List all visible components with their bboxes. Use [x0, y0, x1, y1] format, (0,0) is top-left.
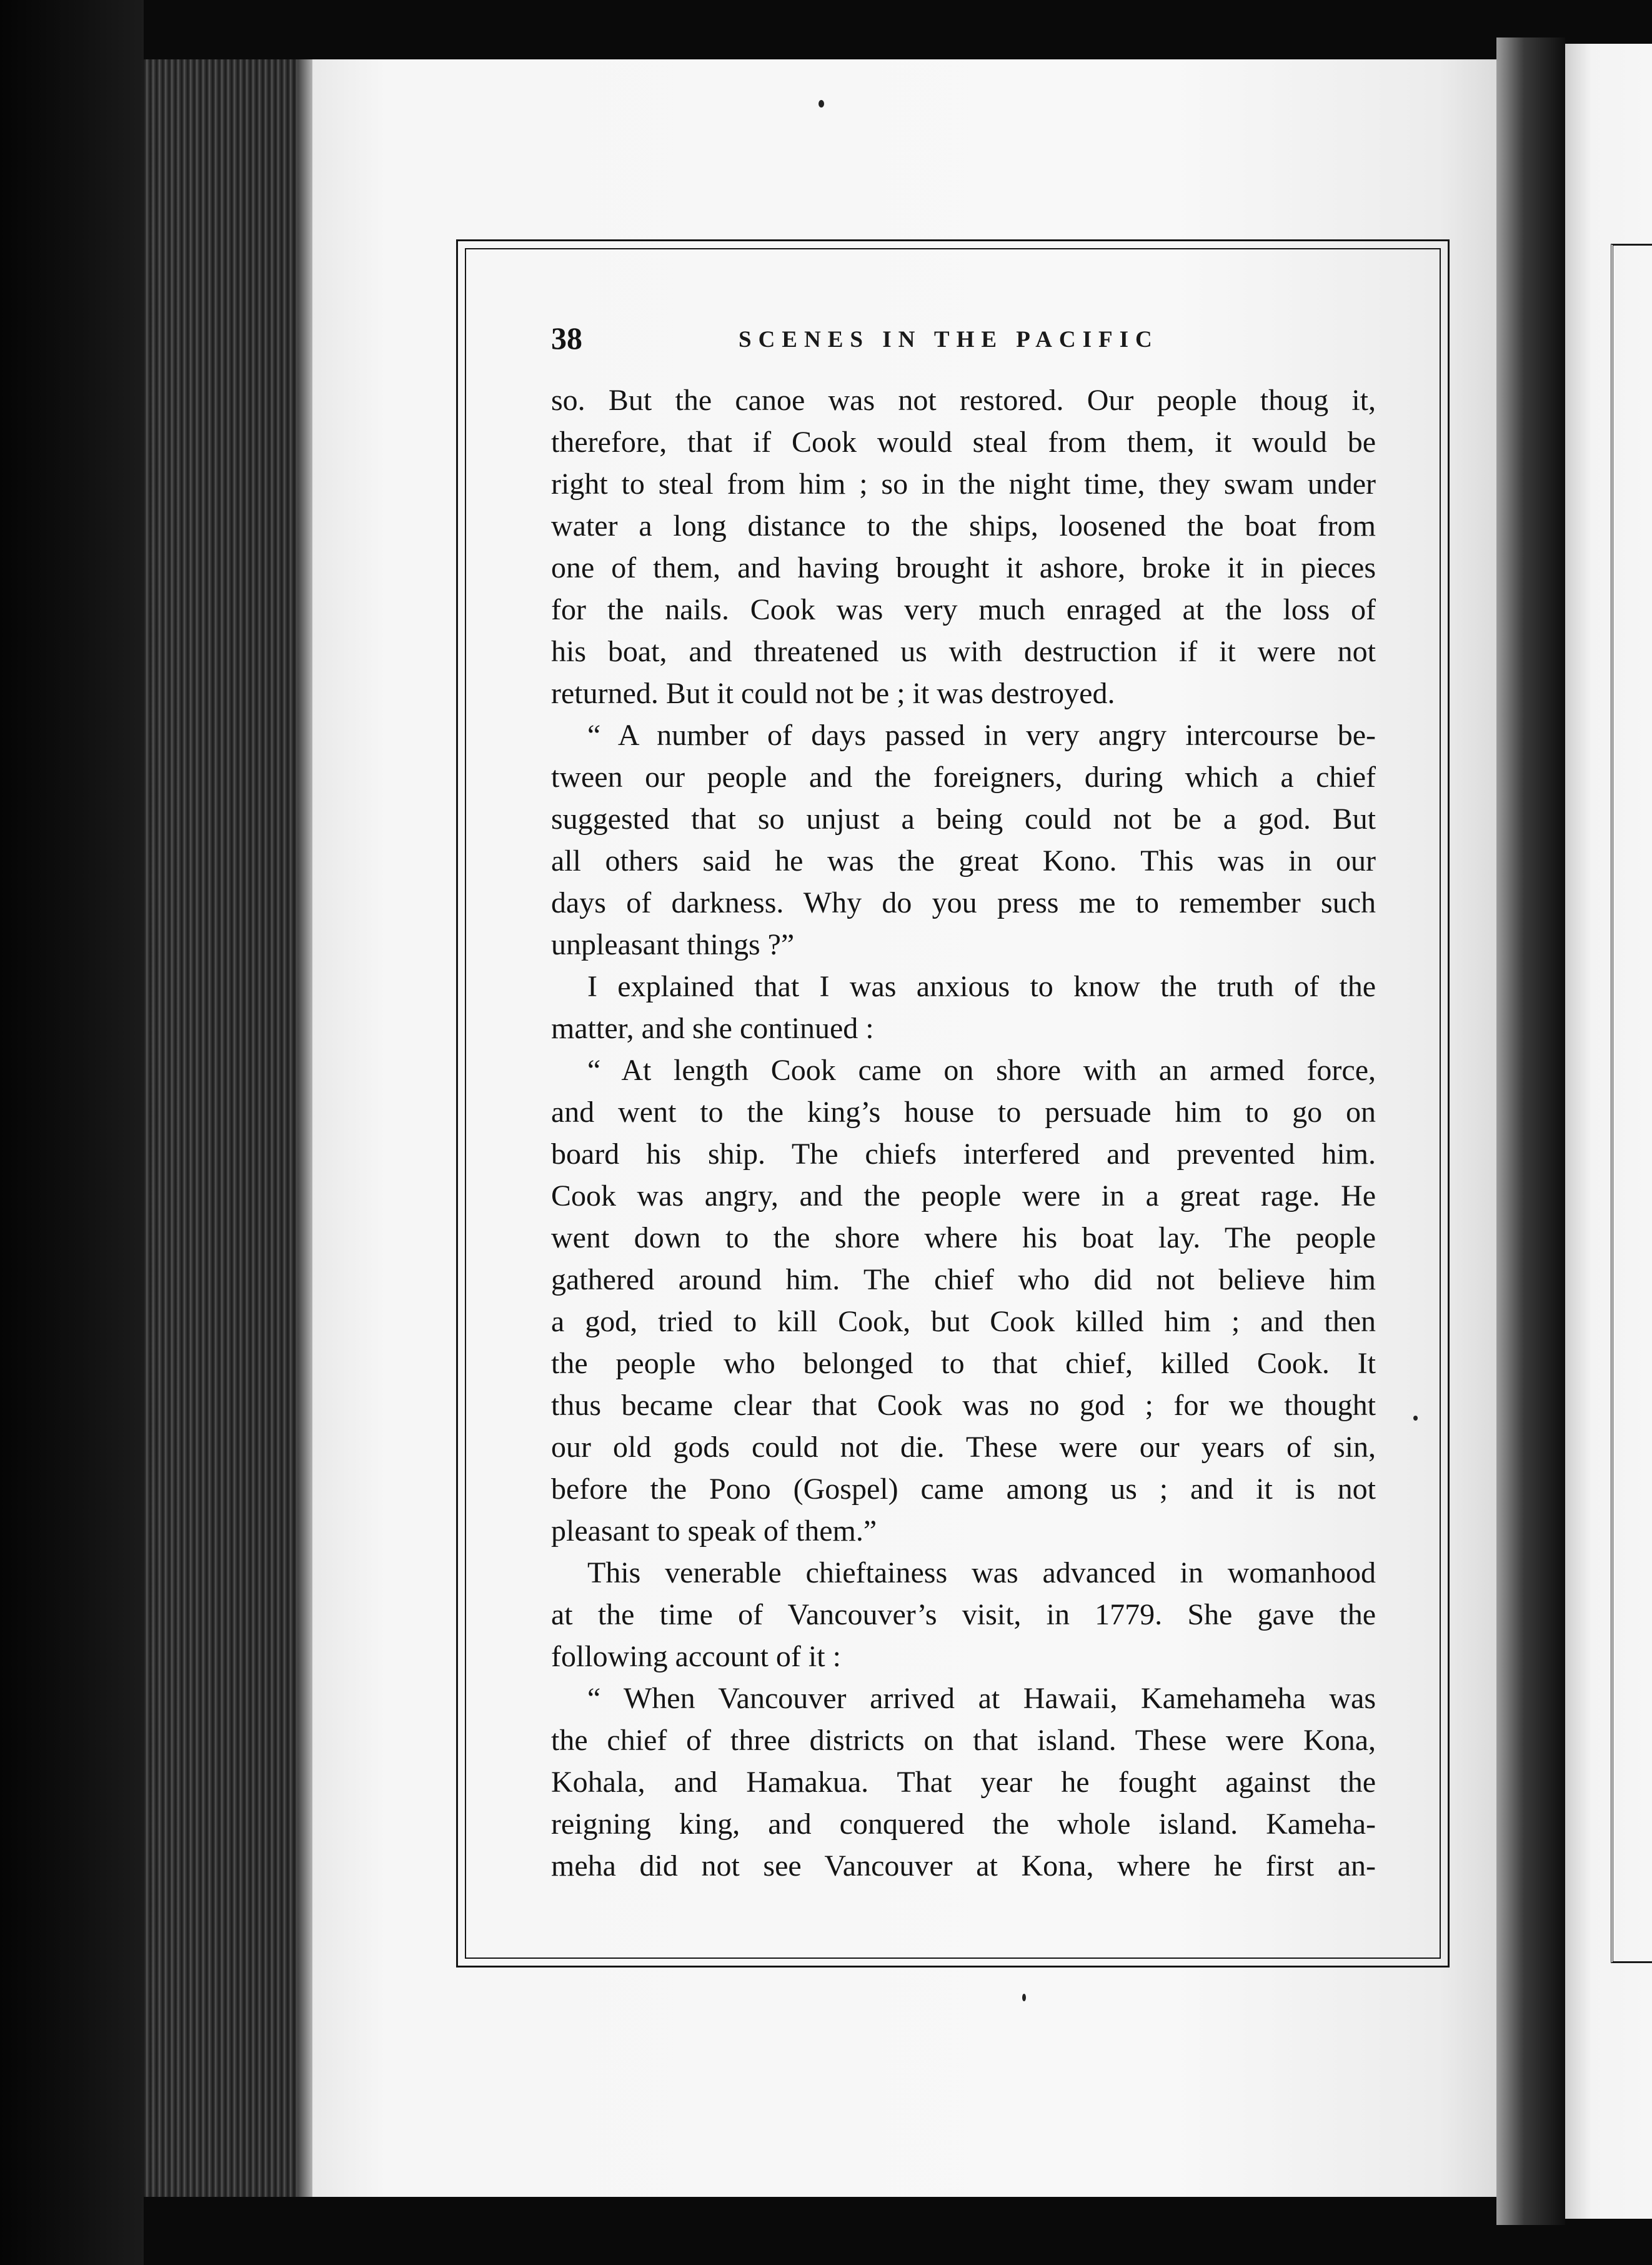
text-line: meha did not see Vancouver at Kona, where he first an- [551, 1849, 1376, 1882]
text-line: right to steal from him ; so in the night time, they swam under [551, 468, 1376, 501]
text-line: one of them, and having brought it ashore, broke it in pieces [551, 551, 1376, 584]
text-line: went down to the shore where his boat lay. The people [551, 1221, 1376, 1254]
text-line: and went to the king’s house to persuade him to go on [551, 1096, 1376, 1129]
text-line: Kohala, and Hamakua. That year he fought against the [551, 1766, 1376, 1799]
text-line: suggested that so unjust a being could not be a god. But [551, 802, 1376, 836]
text-line: tween our people and the foreigners, during which a chief [551, 761, 1376, 794]
text-line: “ A number of days passed in very angry intercourse be- [587, 719, 1376, 752]
text-line: a god, tried to kill Cook, but Cook killed him ; and then [551, 1305, 1376, 1338]
text-line: thus became clear that Cook was no god ; for we thought [551, 1389, 1376, 1422]
ink-speck [819, 100, 824, 108]
text-line: therefore, that if Cook would steal from them, it would be [551, 426, 1376, 459]
text-line: Cook was angry, and the people were in a great rage. He [551, 1179, 1376, 1212]
text-line: so. But the canoe was not restored. Our people thoug it, [551, 384, 1376, 417]
ink-speck [1022, 1994, 1026, 2001]
text-line: “ At length Cook came on shore with an armed force, [587, 1054, 1376, 1087]
text-line: water a long distance to the ships, loosened the boat from [551, 509, 1376, 542]
text-line: for the nails. Cook was very much enraged at the loss of [551, 593, 1376, 626]
text-line: our old gods could not die. These were our years of sin, [551, 1431, 1376, 1464]
book-gutter [1496, 38, 1565, 2225]
text-line: board his ship. The chiefs interfered and prevented him. [551, 1138, 1376, 1171]
page-number: 38 [551, 321, 582, 356]
text-line: following account of it : [551, 1640, 841, 1673]
page-edges [144, 59, 312, 2197]
text-line: before the Pono (Gospel) came among us ; and it is not [551, 1472, 1376, 1506]
text-line: I explained that I was anxious to know the truth of the [587, 970, 1376, 1003]
text-line: gathered around him. The chief who did not believe him [551, 1263, 1376, 1296]
running-head [551, 320, 1370, 364]
text-line: unpleasant things ?” [551, 928, 795, 961]
text-line: days of darkness. Why do you press me to remember such [551, 886, 1376, 919]
text-line: returned. But it could not be ; it was destroyed. [551, 677, 1115, 710]
book-spine-shadow [0, 0, 144, 2265]
body-text [551, 379, 1376, 1887]
text-line: matter, and she continued : [551, 1012, 874, 1045]
text-line: the chief of three districts on that island. These were Kona, [551, 1724, 1376, 1757]
text-line: his boat, and threatened us with destruction if it were not [551, 635, 1376, 668]
text-line: “ When Vancouver arrived at Hawaii, Kamehameha was [587, 1682, 1376, 1715]
text-line: This venerable chieftainess was advanced in womanhood [587, 1556, 1376, 1589]
running-title: SCENES IN THE PACIFIC [739, 327, 1159, 352]
facing-page-frame [1611, 244, 1652, 1963]
text-line: the people who belonged to that chief, killed Cook. It [551, 1347, 1376, 1380]
text-line: all others said he was the great Kono. This was in our [551, 844, 1376, 878]
text-line: reigning king, and conquered the whole island. Kameha- [551, 1808, 1376, 1841]
text-line: pleasant to speak of them.” [551, 1514, 877, 1548]
text-line: at the time of Vancouver’s visit, in 1779. She gave the [551, 1598, 1376, 1631]
